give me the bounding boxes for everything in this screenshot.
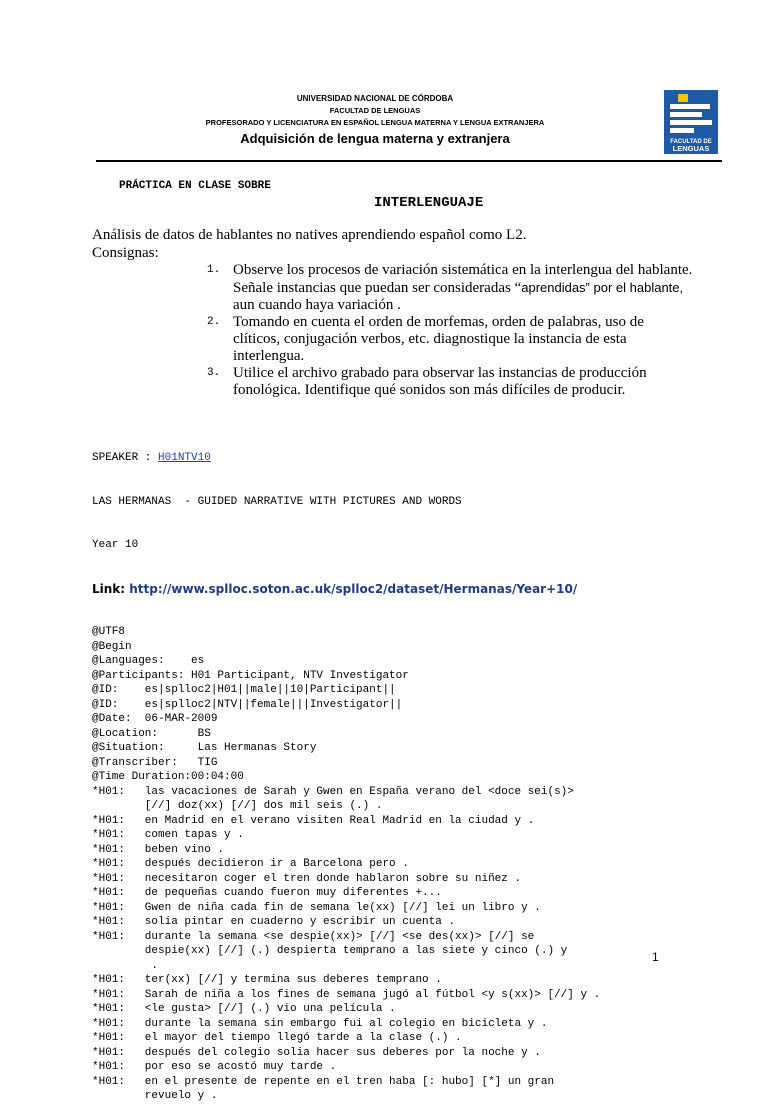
transcript-line: . — [92, 959, 159, 972]
instructions-list — [200, 262, 720, 399]
instruction-number: 2. — [207, 316, 221, 328]
transcript-line: *H01: el mayor del tiempo llegó tarde a la clase (.) . — [92, 1032, 462, 1044]
transcript-line: @Participants: H01 Participant, NTV Investigator — [92, 669, 409, 682]
university-name: UNIVERSIDAD NACIONAL DE CÓRDOBA — [296, 94, 454, 103]
link-row — [92, 582, 732, 597]
transcript-line: *H01: ter(xx) [//] y termina sus deberes temprano . — [92, 974, 442, 986]
instruction-line: Tomando en cuenta el orden de morfemas, orden de palabras, uso de — [233, 314, 644, 330]
transcript-line: @ID: es|splloc2|NTV||female|||Investigator|| — [92, 698, 403, 711]
transcript-line: @Languages: es — [92, 655, 205, 667]
instruction-text: Señale instancias que puedan ser consideradas “ — [233, 280, 522, 296]
document-title: INTERLENGUAJE — [374, 195, 484, 211]
transcript — [92, 422, 732, 1118]
transcript-line: @Transcriber: TIG — [92, 756, 218, 769]
transcript-line: @Begin — [92, 640, 132, 653]
transcript-year: Year 10 — [92, 539, 139, 551]
speaker-label: SPEAKER : — [92, 452, 159, 464]
instruction-number: 3. — [207, 367, 221, 379]
transcript-line: *H01: durante la semana <se despie(xx)> [//] <se des(xx)> [//] se — [92, 930, 535, 943]
transcript-line: *H01: comen tapas y . — [92, 829, 244, 841]
transcript-line: *H01: durante la semana sin embargo fui al colegio en bicicleta y . — [92, 1017, 548, 1030]
logo-text-2: LENGUAS — [672, 144, 710, 153]
instruction-line: fonológica. Identifique qué sonidos son más difíciles de producir. — [233, 382, 626, 398]
faculty-name: FACULTAD DE LENGUAS — [329, 106, 421, 115]
transcript-line: *H01: beben vino . — [92, 843, 225, 856]
transcript-line: *H01: las vacaciones de Sarah y Gwen en España verano del <doce sei(s)> — [92, 785, 574, 798]
intro-text: Análisis de datos de hablantes no natives aprendiendo español como L2. — [92, 227, 527, 243]
transcript-line: @Situation: Las Hermanas Story — [92, 742, 317, 754]
transcript-line: [//] doz(xx) [//] dos mil seis (.) . — [92, 800, 383, 812]
transcript-line: revuelo y . — [92, 1090, 218, 1102]
transcript-line: *H01: de pequeñas cuando fueron muy diferentes +... — [92, 887, 442, 899]
transcript-line: despie(xx) [//] (.) despierta temprano a las siete y cinco (.) y — [92, 945, 568, 957]
transcript-line: *H01: necesitaron coger el tren donde hablaron sobre su niñez . — [92, 872, 522, 885]
faculty-logo — [664, 90, 718, 154]
logo-text-1: FACULTAD DE — [670, 139, 712, 145]
transcript-line: @UTF8 — [92, 626, 126, 638]
instruction-quoted: aprendidas” por el hablante, — [521, 280, 684, 295]
transcript-line: *H01: solia pintar en cuaderno y escribir un cuenta . — [92, 916, 456, 928]
transcript-lines — [92, 625, 732, 1104]
instruction-line: aun cuando haya variación . — [233, 297, 401, 313]
practica-label: PRÁCTICA EN CLASE SOBRE — [119, 180, 271, 192]
course-title: Adquisición de lengua materna y extranjera — [240, 131, 510, 146]
transcript-line: @Time Duration:00:04:00 — [92, 771, 244, 783]
transcript-line: *H01: después del colegio solia hacer sus deberes por la noche y . — [92, 1046, 541, 1059]
transcript-line: @Location: BS — [92, 727, 211, 740]
dataset-link[interactable]: http://www.splloc.soton.ac.uk/splloc2/dataset/Hermanas/Year+10/ — [129, 581, 578, 596]
instruction-line: Utilice el archivo grabado para observar las instancias de producción — [233, 365, 647, 381]
instruction-item — [200, 365, 720, 399]
instruction-item — [200, 314, 720, 365]
speaker-row — [92, 451, 732, 466]
instruction-item — [200, 262, 720, 314]
transcript-line: @Date: 06-MAR-2009 — [92, 713, 218, 725]
transcript-line: *H01: en Madrid en el verano visiten Real Madrid en la ciudad y . — [92, 814, 535, 827]
transcript-line: *H01: después decidieron ir a Barcelona pero . — [92, 858, 409, 870]
transcript-line: *H01: Sarah de niña a los fines de semana jugó al fútbol <y s(xx)> [//] y . — [92, 988, 601, 1001]
header-divider — [96, 160, 722, 162]
transcript-line: *H01: <le gusta> [//] (.) vio una película . — [92, 1003, 396, 1015]
instruction-line — [233, 279, 720, 297]
transcript-line: *H01: Gwen de niña cada fin de semana le(xx) [//] lei un libro y . — [92, 901, 541, 914]
instruction-line: interlengua. — [233, 348, 305, 364]
speaker-link[interactable]: H01NTV10 — [158, 452, 211, 464]
program-name: PROFESORADO Y LICENCIATURA EN ESPAÑOL LENGUA MATERNA Y LENGUA EXTRANJERA — [205, 118, 545, 127]
transcript-subtitle: LAS HERMANAS - GUIDED NARRATIVE WITH PICTURES AND WORDS — [92, 495, 462, 508]
transcript-line: *H01: en el presente de repente en el tren haba [: hubo] [*] un gran — [92, 1075, 555, 1088]
transcript-line: *H01: por eso se acostó muy tarde . — [92, 1061, 337, 1073]
instruction-line: Observe los procesos de variación sistemática en la interlengua del hablante. — [233, 262, 693, 278]
instruction-line: clíticos, conjugación verbos, etc. diagnostique la instancia de esta — [233, 331, 627, 347]
instruction-number: 1. — [207, 264, 221, 276]
link-label: Link: — [92, 581, 130, 596]
consignas-label: Consignas: — [92, 245, 159, 261]
page-number: 1 — [652, 950, 659, 964]
transcript-line: @ID: es|splloc2|H01||male||10|Participant|| — [92, 684, 396, 696]
